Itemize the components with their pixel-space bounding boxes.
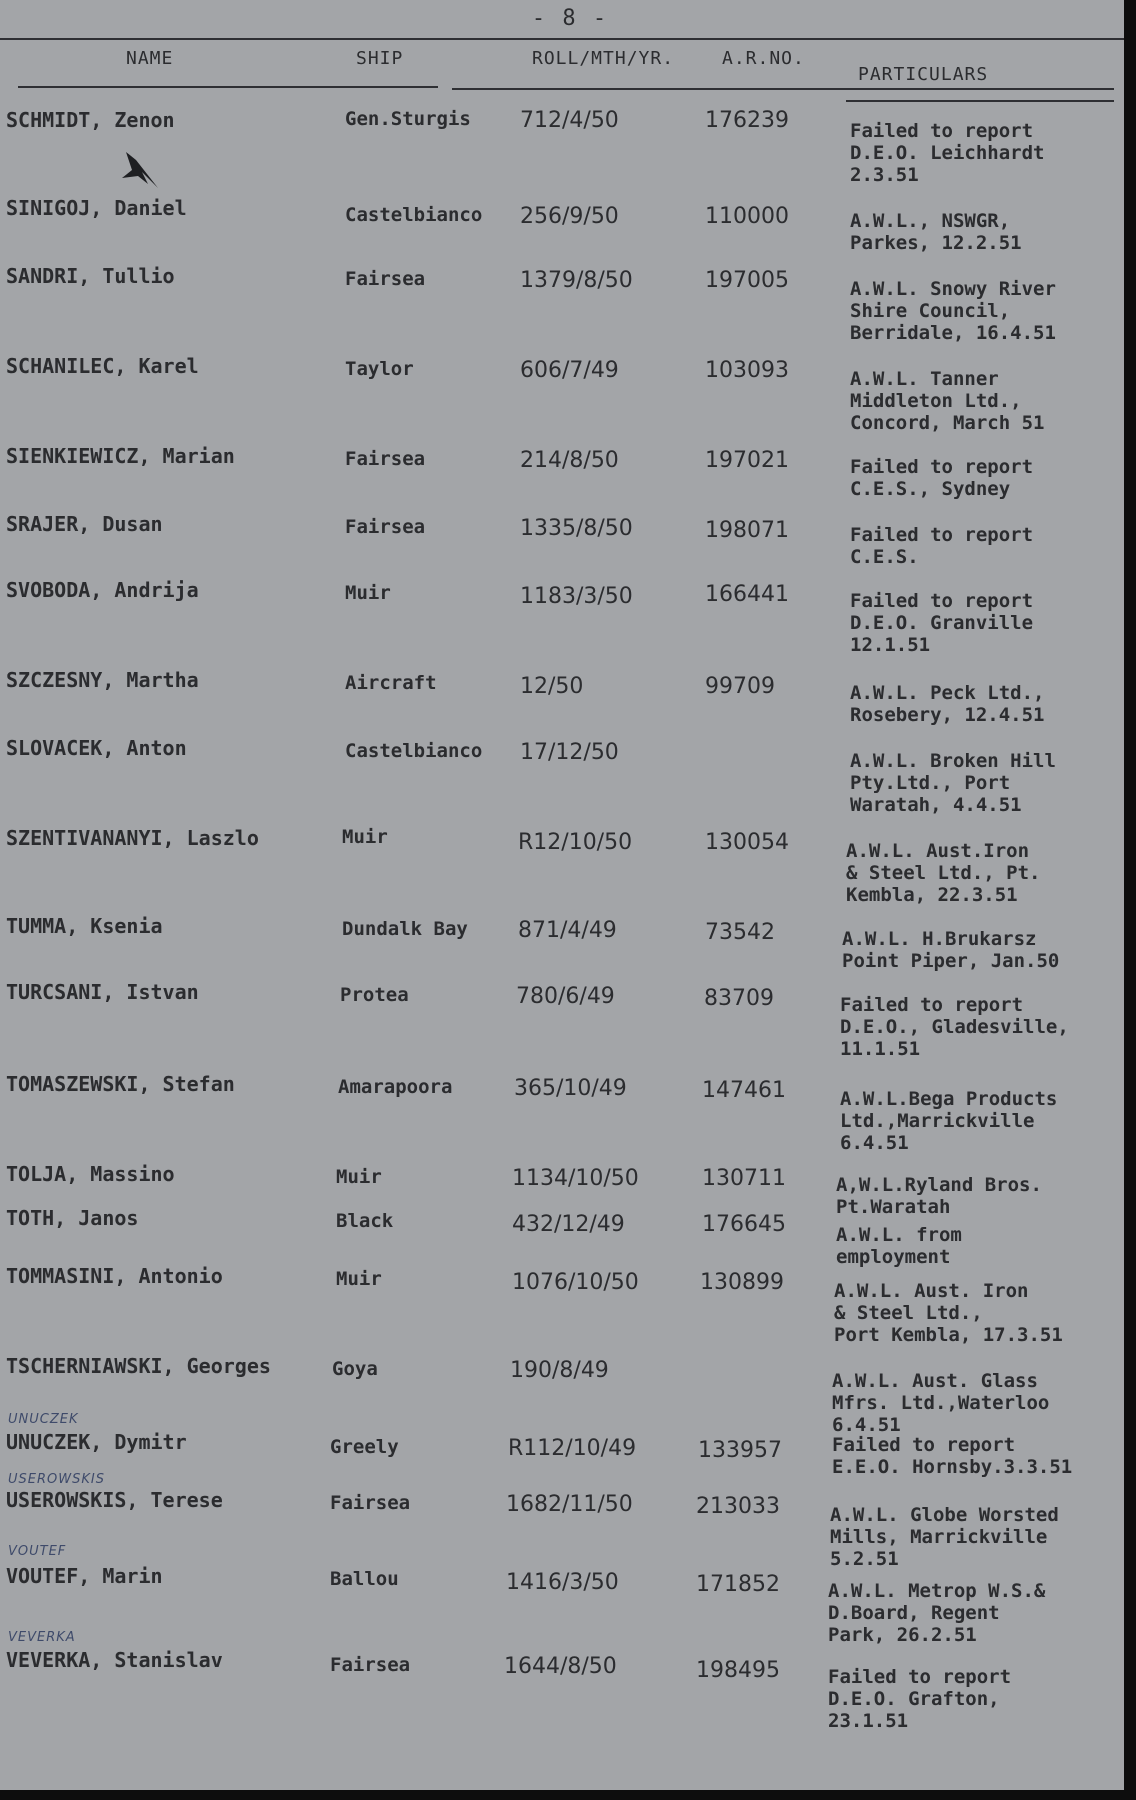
- table-row: [0, 1648, 1124, 1732]
- row-ship: Fairsea: [330, 1654, 411, 1676]
- row-ar-no: 99709: [705, 674, 775, 699]
- row-ar-no: 176645: [702, 1212, 786, 1237]
- row-roll: 190/8/49: [510, 1358, 609, 1383]
- row-roll: 214/8/50: [520, 448, 619, 473]
- handwritten-correction: USEROWSKIS: [8, 1472, 105, 1487]
- row-name: SCHANILEC, Karel: [6, 354, 199, 378]
- row-ship: Taylor: [345, 358, 414, 380]
- row-particulars: A.W.L. Broken Hill Pty.Ltd., Port Waratah, 4.4.51: [850, 750, 1056, 816]
- row-name: TUMMA, Ksenia: [6, 914, 163, 938]
- row-name: TOMMASINI, Antonio: [6, 1264, 223, 1288]
- row-ship: Castelbianco: [345, 204, 483, 226]
- row-ar-no: 197005: [705, 268, 789, 293]
- row-ship: Greely: [330, 1436, 399, 1458]
- page-number: - 8 -: [531, 6, 609, 31]
- row-particulars: A.W.L. Snowy River Shire Council, Berridale, 16.4.51: [850, 278, 1056, 344]
- row-name: VOUTEF, Marin: [6, 1564, 163, 1588]
- row-name: SVOBODA, Andrija: [6, 578, 199, 602]
- row-name: SZENTIVANANYI, Laszlo: [6, 826, 259, 850]
- row-name: SRAJER, Dusan: [6, 512, 163, 536]
- row-ar-no: 198071: [705, 518, 789, 543]
- row-ship: Goya: [332, 1358, 378, 1380]
- header-bottom-rule-right: [452, 88, 1114, 90]
- row-ar-no: 133957: [698, 1438, 782, 1463]
- row-name: TOLJA, Massino: [6, 1162, 175, 1186]
- row-name: TURCSANI, Istvan: [6, 980, 199, 1004]
- row-name: TSCHERNIAWSKI, Georges: [6, 1354, 271, 1378]
- row-particulars: Failed to report D.E.O., Gladesville, 11.1.51: [840, 994, 1069, 1060]
- row-ship: Black: [336, 1210, 394, 1232]
- row-particulars: A.W.L., NSWGR, Parkes, 12.2.51: [850, 210, 1022, 254]
- row-particulars: Failed to report D.E.O. Leichhardt 2.3.51: [850, 120, 1045, 186]
- row-ship: Dundalk Bay: [342, 918, 468, 940]
- row-roll: 780/6/49: [516, 984, 615, 1009]
- header-ship: SHIP: [356, 48, 404, 69]
- handwritten-correction: UNUCZEK: [8, 1412, 79, 1427]
- row-name: SLOVACEK, Anton: [6, 736, 187, 760]
- row-ar-no: 83709: [704, 986, 774, 1011]
- row-roll: R12/10/50: [518, 830, 633, 855]
- table-row: [0, 914, 1124, 974]
- row-particulars: A.W.L. Peck Ltd., Rosebery, 12.4.51: [850, 682, 1045, 726]
- row-ship: Gen.Sturgis: [345, 108, 471, 130]
- row-ship: Amarapoora: [338, 1076, 453, 1098]
- row-ar-no: 130711: [702, 1166, 786, 1191]
- row-ar-no: 166441: [705, 582, 789, 607]
- row-particulars: Failed to report E.E.O. Hornsby.3.3.51: [832, 1434, 1073, 1478]
- row-name: USEROWSKIS, Terese: [6, 1488, 223, 1512]
- row-ship: Muir: [342, 826, 388, 848]
- row-name: SANDRI, Tullio: [6, 264, 175, 288]
- table-row: [0, 1264, 1124, 1346]
- row-particulars: A.W.L. Aust.Iron & Steel Ltd., Pt. Kembla, 22.3.51: [846, 840, 1041, 906]
- row-name: UNUCZEK, Dymitr: [6, 1430, 187, 1454]
- row-roll: 1379/8/50: [520, 268, 633, 293]
- row-ship: Protea: [340, 984, 409, 1006]
- header-top-rule: [0, 38, 1124, 40]
- row-roll: 871/4/49: [518, 918, 617, 943]
- handwritten-correction: VOUTEF: [8, 1544, 67, 1559]
- particulars-underline: [846, 100, 1114, 102]
- row-roll: 606/7/49: [520, 358, 619, 383]
- row-name: SINIGOJ, Daniel: [6, 196, 187, 220]
- header-name: NAME: [126, 48, 174, 69]
- row-roll: 432/12/49: [512, 1212, 625, 1237]
- row-roll: 1335/8/50: [520, 516, 633, 541]
- header-ar-no: A.R.NO.: [722, 48, 805, 69]
- row-particulars: A.W.L. Metrop W.S.& D.Board, Regent Park, 26.2.51: [828, 1580, 1046, 1646]
- row-roll: 1416/3/50: [506, 1570, 619, 1595]
- table-row: [0, 736, 1124, 816]
- row-name: SZCZESNY, Martha: [6, 668, 199, 692]
- row-particulars: A.W.L. Globe Worsted Mills, Marrickville 5.2.51: [830, 1504, 1059, 1570]
- row-name: SCHMIDT, Zenon: [6, 108, 175, 132]
- row-particulars: Failed to report C.E.S.: [850, 524, 1034, 568]
- row-roll: R112/10/49: [508, 1436, 637, 1461]
- row-particulars: A.W.L. Tanner Middleton Ltd., Concord, March 51: [850, 368, 1045, 434]
- row-particulars: Failed to report D.E.O. Granville 12.1.51: [850, 590, 1034, 656]
- row-roll: 365/10/49: [514, 1076, 627, 1101]
- table-row: [0, 1072, 1124, 1154]
- row-ar-no: 171852: [696, 1572, 780, 1597]
- row-ar-no: 213033: [696, 1494, 780, 1519]
- row-ar-no: 198495: [696, 1658, 780, 1683]
- row-ship: Muir: [336, 1268, 382, 1290]
- row-name: VEVERKA, Stanislav: [6, 1648, 223, 1672]
- row-ar-no: 130054: [705, 830, 789, 855]
- row-ar-no: 176239: [705, 108, 789, 133]
- row-roll: 1183/3/50: [520, 584, 633, 609]
- row-ship: Muir: [336, 1166, 382, 1188]
- row-ar-no: 73542: [705, 920, 775, 945]
- table-row: [0, 578, 1124, 656]
- row-name: TOTH, Janos: [6, 1206, 139, 1230]
- row-roll: 1682/11/50: [506, 1492, 633, 1517]
- table-row: [0, 196, 1124, 256]
- row-particulars: A.W.L. H.Brukarsz Point Piper, Jan.50: [842, 928, 1060, 972]
- row-particulars: A.W.L.Bega Products Ltd.,Marrickville 6.4.51: [840, 1088, 1058, 1154]
- row-particulars: A.W.L. Aust. Glass Mfrs. Ltd.,Waterloo 6.4.51: [832, 1370, 1050, 1436]
- row-particulars: A,W.L.Ryland Bros. Pt.Waratah: [836, 1174, 1042, 1218]
- row-ship: Castelbianco: [345, 740, 483, 762]
- row-name: SIENKIEWICZ, Marian: [6, 444, 235, 468]
- table-row: [0, 1430, 1124, 1490]
- row-ar-no: 197021: [705, 448, 789, 473]
- header-bottom-rule-left: [18, 86, 438, 88]
- header-particulars: PARTICULARS: [858, 64, 989, 85]
- table-row: [0, 108, 1124, 186]
- row-ship: Muir: [345, 582, 391, 604]
- row-roll: 1134/10/50: [512, 1166, 639, 1191]
- row-ar-no: 110000: [705, 204, 789, 229]
- row-ar-no: 103093: [705, 358, 789, 383]
- row-particulars: Failed to report C.E.S., Sydney: [850, 456, 1034, 500]
- row-ship: Fairsea: [345, 268, 426, 290]
- table-row: [0, 444, 1124, 504]
- row-particulars: A.W.L. from employment: [836, 1224, 962, 1268]
- row-roll: 712/4/50: [520, 108, 619, 133]
- row-particulars: Failed to report D.E.O. Grafton, 23.1.51: [828, 1666, 1012, 1732]
- row-ar-no: 130899: [700, 1270, 784, 1295]
- row-roll: 1076/10/50: [512, 1270, 639, 1295]
- row-particulars: A.W.L. Aust. Iron & Steel Ltd., Port Kembla, 17.3.51: [834, 1280, 1063, 1346]
- row-ship: Fairsea: [345, 516, 426, 538]
- row-roll: 17/12/50: [520, 740, 619, 765]
- table-row: [0, 668, 1124, 728]
- table-row: [0, 826, 1124, 906]
- row-roll: 256/9/50: [520, 204, 619, 229]
- row-ship: Fairsea: [345, 448, 426, 470]
- table-row: [0, 980, 1124, 1060]
- table-row: [0, 512, 1124, 572]
- table-row: [0, 354, 1124, 434]
- row-roll: 1644/8/50: [504, 1654, 617, 1679]
- row-ship: Ballou: [330, 1568, 399, 1590]
- row-roll: 12/50: [520, 674, 584, 699]
- row-name: TOMASZEWSKI, Stefan: [6, 1072, 235, 1096]
- handwritten-correction: VEVERKA: [8, 1630, 76, 1645]
- table-row: [0, 264, 1124, 344]
- header-roll: ROLL/MTH/YR.: [532, 48, 675, 69]
- row-ship: Fairsea: [330, 1492, 411, 1514]
- row-ship: Aircraft: [345, 672, 437, 694]
- table-row: [0, 1206, 1124, 1266]
- row-ar-no: 147461: [702, 1078, 786, 1103]
